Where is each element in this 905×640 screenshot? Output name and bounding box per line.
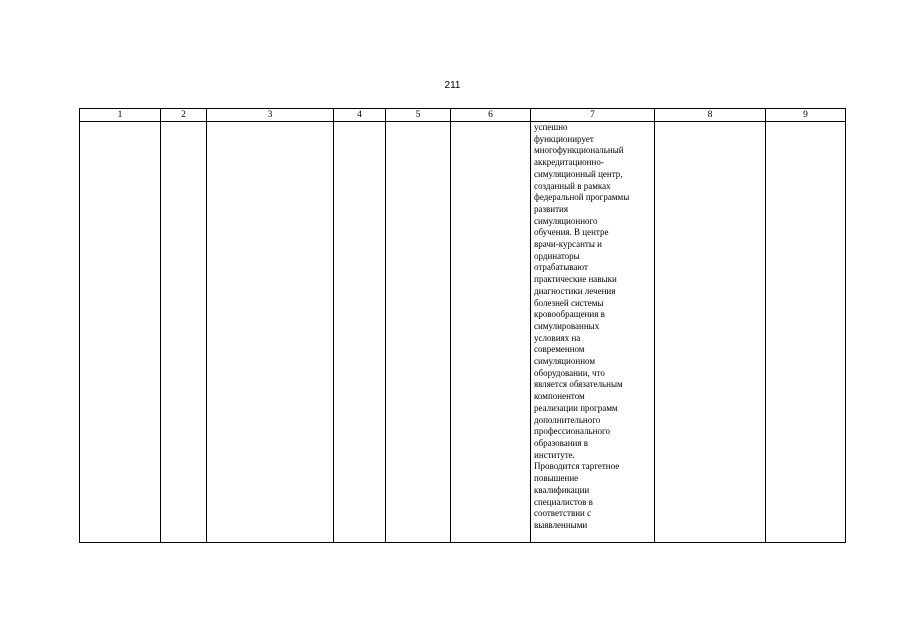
table-cell-col6 — [451, 122, 531, 543]
column-header-6: 6 — [451, 109, 531, 122]
table-header-row — [80, 109, 846, 122]
column-header-9: 9 — [766, 109, 846, 122]
table-cell-col4 — [334, 122, 386, 543]
table-cell-col3 — [207, 122, 334, 543]
table-cell-col8 — [655, 122, 766, 543]
document-table — [79, 108, 846, 543]
column-header-4: 4 — [334, 109, 386, 122]
column-header-7: 7 — [531, 109, 655, 122]
column-header-8: 8 — [655, 109, 766, 122]
table-row — [80, 122, 846, 543]
table-cell-col2 — [161, 122, 207, 543]
cell-text-col7: успешно функционирует многофункциональный аккредитационно- симуляционный центр, созданный в рамках федеральной программы развития симуляционного обучения. В центре врачи-курсанты и ординаторы отрабатывают практические навыки диагностики лечения болезней системы кровообращения в симулированных условиях на современном симуляционном оборудовании, что является обязательным компонентом реализации программ дополнительного профессионального образования в институте. Проводится таргетное повышение квалификации специалистов в соответствии с выявленными — [534, 122, 630, 530]
table-cell-col9 — [766, 122, 846, 543]
column-header-1: 1 — [80, 109, 161, 122]
table-cell-col7 — [531, 122, 655, 543]
table-cell-col5 — [386, 122, 451, 543]
column-header-5: 5 — [386, 109, 451, 122]
page-number: 211 — [444, 80, 461, 91]
table-cell-col1 — [80, 122, 161, 543]
column-header-2: 2 — [161, 109, 207, 122]
column-header-3: 3 — [207, 109, 334, 122]
